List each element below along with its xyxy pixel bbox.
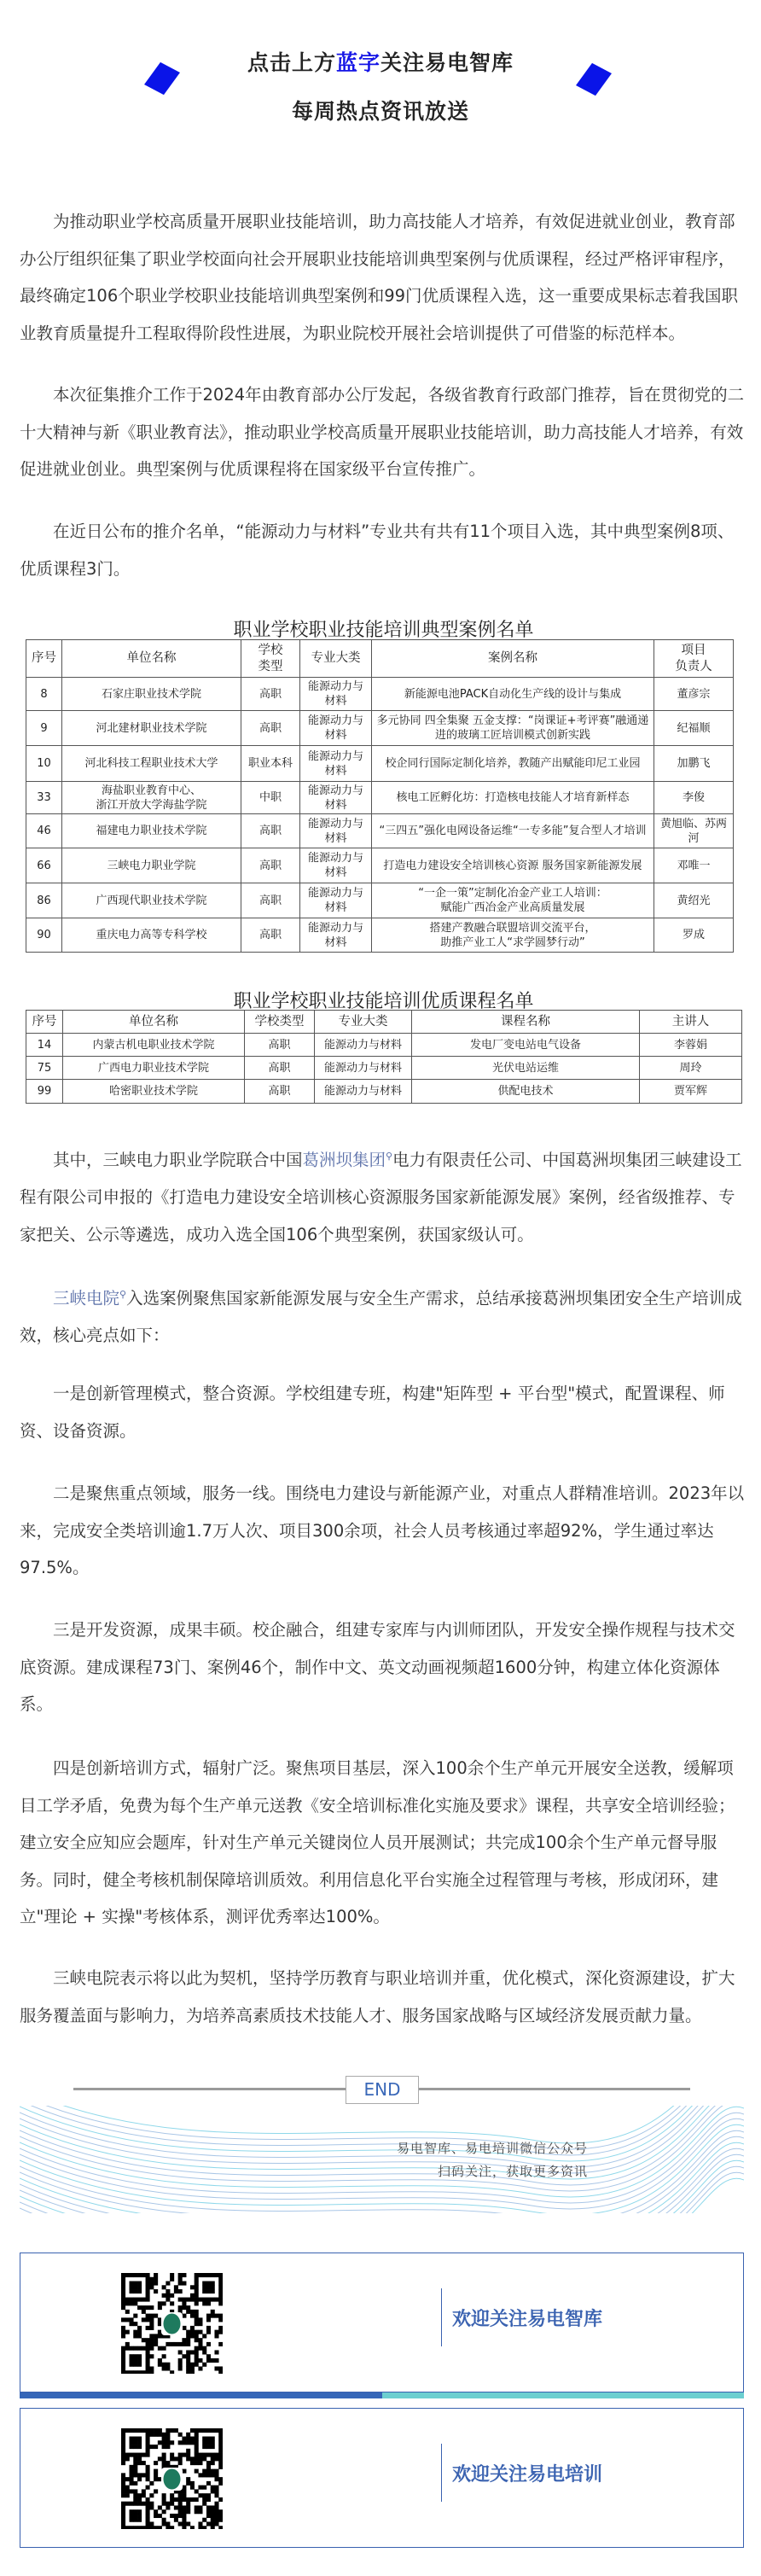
table-row bbox=[26, 918, 734, 953]
table-cell: 90 bbox=[26, 918, 62, 953]
card-divider bbox=[441, 2444, 442, 2502]
table-cell: 新能源电池PACK自动化生产线的设计与集成 bbox=[372, 678, 654, 711]
table-cell: 光伏电站运维 bbox=[412, 1057, 640, 1080]
table-cell: 能源动力与材料 bbox=[315, 1057, 412, 1080]
wave-line bbox=[20, 2106, 744, 2143]
table-cell: 邓唯一 bbox=[654, 848, 734, 883]
table-cell: 33 bbox=[26, 782, 62, 814]
paragraph-point3: 三是开发资源，成果丰硕。校企融合，组建专家库与内训师团队，开发安全操作规程与技术交底资源。建成课程73门、案例46个，制作中文、英文动画视频超1600分钟，构建立体化资源体系。 bbox=[20, 1620, 735, 1714]
table-cell: 黄旭临、苏两河 bbox=[654, 814, 734, 848]
table-cell: “三四五”强化电网设备运维“一专多能”复合型人才培训 bbox=[372, 814, 654, 848]
table-cell: 能源动力与材料 bbox=[315, 1034, 412, 1057]
table-cell: 高职 bbox=[245, 1080, 315, 1104]
card-title: 欢迎关注易电培训 bbox=[452, 2464, 603, 2486]
table-cell: 多元协同 四全集聚 五金支撑：“岗课证+考评赛”融通递进的玻璃工匠培训模式创新实践 bbox=[372, 711, 654, 746]
table-cell: 贾军辉 bbox=[640, 1080, 742, 1104]
wave-banner bbox=[20, 2106, 744, 2213]
quality-courses-table bbox=[26, 1010, 742, 1104]
table-cell: 能源动力与材料 bbox=[300, 848, 372, 883]
table-cell: 高职 bbox=[241, 711, 300, 746]
table-header-row bbox=[26, 640, 734, 678]
table-cell: 中职 bbox=[241, 782, 300, 814]
table-cell: 高职 bbox=[241, 678, 300, 711]
table-cell: 核电工匠孵化坊：打造核电技能人才培育新样态 bbox=[372, 782, 654, 814]
column-header: 序号 bbox=[26, 1011, 63, 1034]
table-cell: 高职 bbox=[241, 918, 300, 953]
paragraph-sanxia-case: 其中，三峡电力职业学院联合中国葛洲坝集团⚲电力有限责任公司、中国葛洲坝集团三峡建设工程有限公司申报的《打造电力建设安全培训核心资源服务国家新能源发展》案例，经省级推荐、专家把关、公示等遴选，成功入选全国106个典型案例，获国家级认可。 bbox=[20, 1150, 742, 1244]
header-line1: 点击上方蓝字关注易电智库 bbox=[247, 50, 514, 75]
card-title: 欢迎关注易电智库 bbox=[452, 2309, 603, 2330]
table-cell: 纪福顺 bbox=[654, 711, 734, 746]
table2-title: 职业学校职业技能培训优质课程名单 bbox=[233, 991, 534, 1012]
search-icon[interactable]: ⚲ bbox=[386, 1151, 393, 1162]
table-cell: 李俊 bbox=[654, 782, 734, 814]
column-header: 学校 类型 bbox=[241, 640, 300, 678]
table-cell: 重庆电力高等专科学校 bbox=[62, 918, 241, 953]
table-cell: 高职 bbox=[245, 1034, 315, 1057]
table-cell: 周玲 bbox=[640, 1057, 742, 1080]
table-cell: 广西电力职业技术学院 bbox=[63, 1057, 245, 1080]
bar-teal bbox=[382, 2392, 744, 2398]
table-cell: 8 bbox=[26, 678, 62, 711]
table-cell: 河北科技工程职业技术大学 bbox=[62, 746, 241, 782]
blue-text: 蓝字 bbox=[335, 50, 380, 75]
table-row bbox=[26, 678, 734, 711]
table-cell: 66 bbox=[26, 848, 62, 883]
paragraph-point2: 二是聚焦重点领域，服务一线。围绕电力建设与新能源产业，对重点人群精准培训。2023年以来，完成安全类培训逾1.7万人次、项目300余项，社会人员考核通过率超92%，学生通过率达97.5%。 bbox=[20, 1483, 745, 1577]
table-row bbox=[26, 883, 734, 918]
table-cell: 高职 bbox=[241, 848, 300, 883]
table-cell: 能源动力与材料 bbox=[300, 814, 372, 848]
search-icon[interactable]: ⚲ bbox=[119, 1289, 127, 1300]
column-header: 案例名称 bbox=[372, 640, 654, 678]
table-cell: 供配电技术 bbox=[412, 1080, 640, 1104]
table-cell: 海盐职业教育中心、 浙江开放大学海盐学院 bbox=[62, 782, 241, 814]
table-cell: 搭建产教融合联盟培训交流平台， 助推产业工人“求学圆梦行动” bbox=[372, 918, 654, 953]
column-header: 专业大类 bbox=[315, 1011, 412, 1034]
column-header: 主讲人 bbox=[640, 1011, 742, 1034]
card-divider bbox=[441, 2288, 442, 2346]
table-cell: 河北建材职业技术学院 bbox=[62, 711, 241, 746]
wave-text-accounts: 易电智库、易电培训微信公众号 bbox=[396, 2141, 588, 2156]
table-cell: 黄绍光 bbox=[654, 883, 734, 918]
table-cell: 14 bbox=[26, 1034, 63, 1057]
paragraph-point4: 四是创新培训方式，辐射广泛。聚焦项目基层，深入100余个生产单元开展安全送教，缓解项目工学矛盾，免费为每个生产单元送教《安全培训标准化实施及要求》课程，共享安全培训经验；建立安全应知应会题库，针对生产单元关键岗位人员开展测试；共完成100余个生产单元督导服务。同时，健全考核机制保障培训质效。利用信息化平台实施全过程管理与考核，形成闭环，建立"理论 + 实操"考核体系，测评优秀率达100%。 bbox=[20, 1758, 735, 1926]
logo-icon bbox=[164, 2314, 181, 2334]
table-row bbox=[26, 1034, 742, 1057]
column-header: 课程名称 bbox=[412, 1011, 640, 1034]
paragraph-highlights: 三峡电院⚲入选案例聚焦国家新能源发展与安全生产需求，总结承接葛洲坝集团安全生产培训成效，核心亮点如下： bbox=[20, 1288, 742, 1345]
table-cell: “一企一策”定制化冶金产业工人培训： 赋能广西冶金产业高质量发展 bbox=[372, 883, 654, 918]
table-cell: 李蓉娟 bbox=[640, 1034, 742, 1057]
column-header: 单位名称 bbox=[62, 640, 241, 678]
typical-cases-table bbox=[26, 639, 734, 953]
table-row bbox=[26, 848, 734, 883]
end-label: END bbox=[346, 2076, 419, 2104]
table-cell: 打造电力建设安全培训核心资源 服务国家新能源发展 bbox=[372, 848, 654, 883]
table-cell: 高职 bbox=[241, 814, 300, 848]
paragraph-conclusion: 三峡电院表示将以此为契机，坚持学历教育与职业培训并重，优化模式，深化资源建设，扩大服务覆盖面与影响力，为培养高素质技术技能人才、服务国家战略与区域经济发展贡献力量。 bbox=[20, 1968, 735, 2025]
table-cell: 内蒙古机电职业技术学院 bbox=[63, 1034, 245, 1057]
table-cell: 石家庄职业技术学院 bbox=[62, 678, 241, 711]
table-cell: 加鹏飞 bbox=[654, 746, 734, 782]
table-cell: 哈密职业技术学院 bbox=[63, 1080, 245, 1104]
table-row bbox=[26, 782, 734, 814]
table-cell: 发电厂变电站电气设备 bbox=[412, 1034, 640, 1057]
table-row bbox=[26, 711, 734, 746]
table-cell: 高职 bbox=[241, 883, 300, 918]
table-cell: 能源动力与材料 bbox=[300, 678, 372, 711]
table-cell: 董彦宗 bbox=[654, 678, 734, 711]
follow-card-peixun bbox=[20, 2408, 744, 2548]
table-cell: 46 bbox=[26, 814, 62, 848]
column-header: 序号 bbox=[26, 640, 62, 678]
table-cell: 福建电力职业技术学院 bbox=[62, 814, 241, 848]
paragraph-point1: 一是创新管理模式，整合资源。学校组建专班，构建"矩阵型 + 平台型"模式，配置课程、师资、设备资源。 bbox=[20, 1384, 725, 1441]
table-header-row bbox=[26, 1011, 742, 1034]
table-cell: 能源动力与材料 bbox=[300, 918, 372, 953]
paragraph-summary: 在近日公布的推介名单，“能源动力与材料”专业共有共有11个项目入选，其中典型案例8项、优质课程3门。 bbox=[20, 522, 735, 579]
table-cell: 99 bbox=[26, 1080, 63, 1104]
table-cell: 能源动力与材料 bbox=[315, 1080, 412, 1104]
sanxia-link[interactable]: 三峡电院 bbox=[53, 1288, 120, 1308]
table-cell: 能源动力与材料 bbox=[300, 883, 372, 918]
table-row bbox=[26, 814, 734, 848]
column-header: 单位名称 bbox=[63, 1011, 245, 1034]
table-row bbox=[26, 746, 734, 782]
qr-code-icon bbox=[121, 2273, 223, 2374]
column-header: 专业大类 bbox=[300, 640, 372, 678]
wave-text-scan: 扫码关注，获取更多资讯 bbox=[437, 2164, 588, 2179]
table-cell: 校企同行国际定制化培养，教随产出赋能印尼工业园 bbox=[372, 746, 654, 782]
table-cell: 86 bbox=[26, 883, 62, 918]
table-cell: 75 bbox=[26, 1057, 63, 1080]
table-row bbox=[26, 1057, 742, 1080]
column-header: 项目 负责人 bbox=[654, 640, 734, 678]
gezhouba-link[interactable]: 葛洲坝集团 bbox=[302, 1150, 386, 1170]
table-cell: 能源动力与材料 bbox=[300, 746, 372, 782]
qr-code-icon bbox=[121, 2428, 223, 2529]
table-cell: 能源动力与材料 bbox=[300, 782, 372, 814]
table-cell: 三峡电力职业学院 bbox=[62, 848, 241, 883]
bar-blue bbox=[20, 2392, 382, 2398]
header-line2: 每周热点资讯放送 bbox=[291, 99, 469, 124]
table-row bbox=[26, 1080, 742, 1104]
table-cell: 罗成 bbox=[654, 918, 734, 953]
wave-pattern bbox=[20, 2106, 744, 2213]
paragraph-intro: 为推动职业学校高质量开展职业技能培训，助力高技能人才培养，有效促进就业创业，教育部办公厅组织征集了职业学校面向社会开展职业技能培训典型案例与优质课程，经过严格评审程序，最终确定106个职业学校职业技能培训典型案例和99门优质课程入选，这一重要成果标志着我国职业教育质量提升工程取得阶段性进展，为职业院校开展社会培训提供了可借鉴的标范样本。 bbox=[20, 212, 739, 343]
table-cell: 广西现代职业技术学院 bbox=[62, 883, 241, 918]
table-cell: 9 bbox=[26, 711, 62, 746]
table-cell: 职业本科 bbox=[241, 746, 300, 782]
follow-card-zhiku bbox=[20, 2253, 744, 2392]
table-cell: 能源动力与材料 bbox=[300, 711, 372, 746]
paragraph-background: 本次征集推介工作于2024年由教育部办公厅发起，各级省教育行政部门推荐，旨在贯彻党的二十大精神与新《职业教育法》，推动职业学校高质量开展职业技能培训，助力高技能人才培养，有效促进就业创业。典型案例与优质课程将在国家级平台宣传推广。 bbox=[20, 385, 745, 479]
logo-icon bbox=[164, 2469, 181, 2490]
table1-title: 职业学校职业技能培训典型案例名单 bbox=[233, 620, 534, 641]
column-header: 学校类型 bbox=[245, 1011, 315, 1034]
table-cell: 10 bbox=[26, 746, 62, 782]
table-cell: 高职 bbox=[245, 1057, 315, 1080]
